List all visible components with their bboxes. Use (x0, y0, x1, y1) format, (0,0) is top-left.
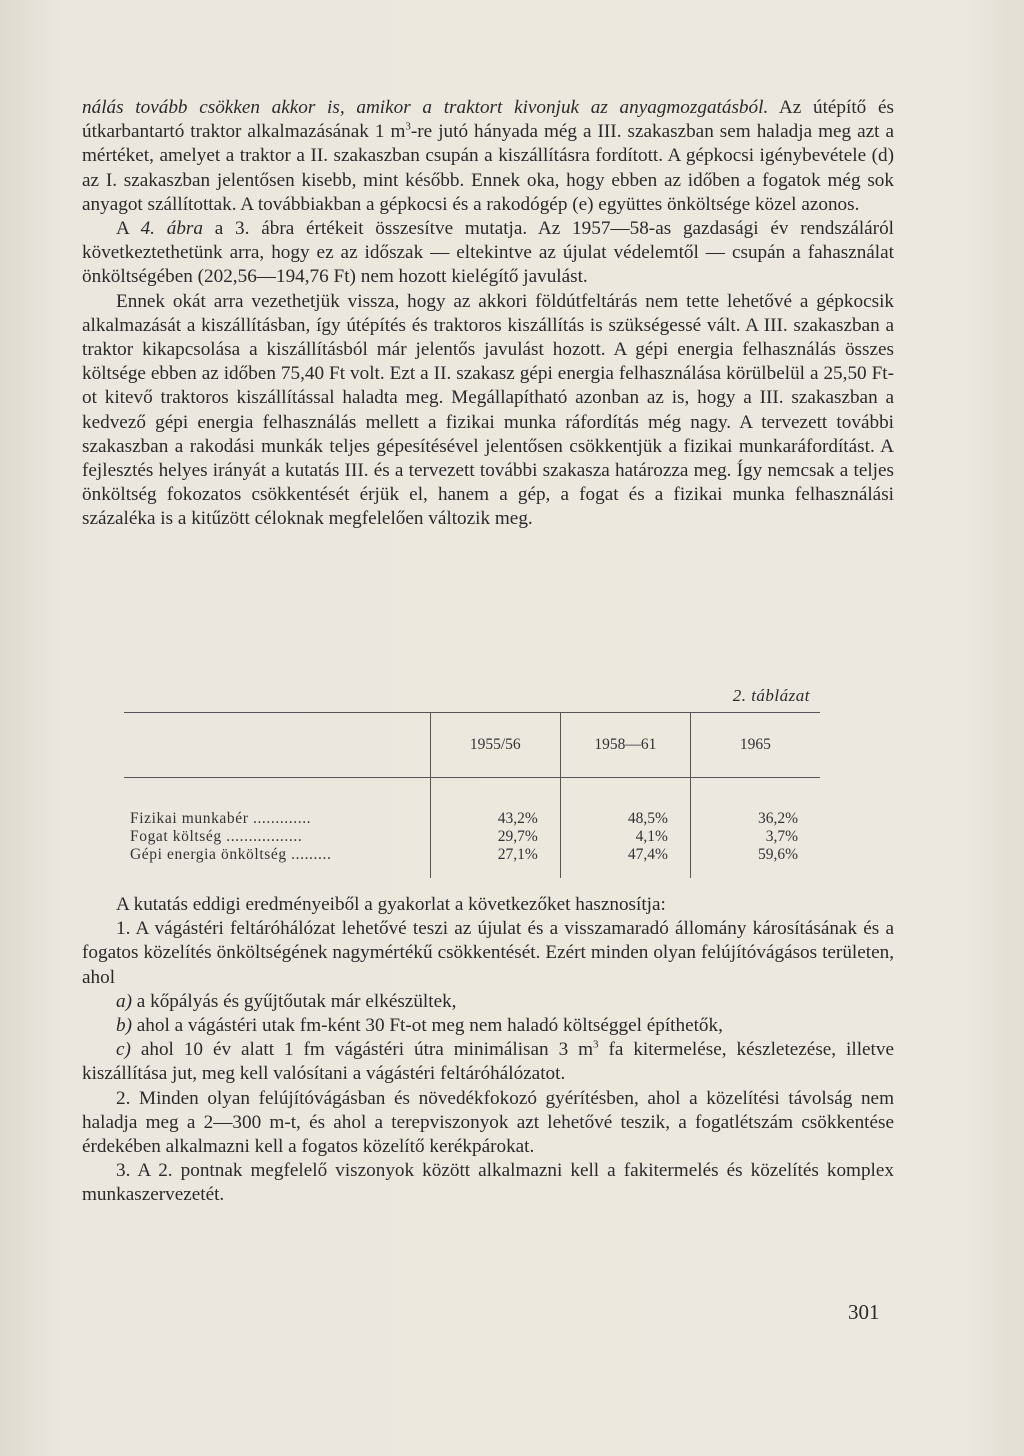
table-row (124, 846, 820, 878)
cell-value: 4,1% (560, 828, 690, 846)
text-block-top (82, 96, 894, 532)
header-empty (124, 713, 430, 778)
row-label: Fogat költség ................. (130, 828, 303, 845)
paragraph-2: A 4. ábra a 3. ábra értékeit összesítve mutatja. Az 1957—58-as gazdasági év rendszáláról következtethetünk arra, hogy ez az időszak — eltekintve az újulat védelemtől — csupán a fahasználat önköltségében (202,56—194,76 Ft) nem hozott kielégítő javulást. (82, 218, 894, 288)
cell-value: 43,2% (430, 778, 560, 829)
paragraph-3: Ennek okát arra vezethetjük vissza, hogy az akkori földútfeltárás nem tette lehetővé a gépkocsik alkalmazását a kiszállításban, így útépítés és traktoros kiszállítás is szükségessé vált. A III. szakaszban a traktor kikapcsolása a kiszállításból már jelentős javulást hozott. A gépi energia felhasználás összes költsége ebben az időben 75,40 Ft volt. Ezt a II. szakasz gépi energia felhasználása körülbelül a 25,50 Ft-ot kitevő traktoros kiszállítással haladta meg. Megállapítható azonban az is, hogy a III. szakaszban a kedvező gépi energia felhasználás mellett a fizikai munka ráfordítás még nagy. A tervezett további szakaszban a rakodási munkák teljes gépesítésével jelentősen csökkentjük a fizikai munkaráfordítást. A fejlesztés helyes irányát a kutatás III. és a tervezett további szakasza határozza meg. Így nemcsak a teljes önköltség fokozatos csökkentését érjük el, hanem a gép, a fogat és a fizikai munka felhasználási százaléka is a kitűzött céloknak megfelelően változik meg. (82, 290, 894, 530)
sub-item-a: a) a kőpályás és gyűjtőutak már elkészültek, (116, 990, 457, 1012)
sub-item-c: c) ahol 10 év alatt 1 fm vágástéri útra minimálisan 3 $m^3$ fa kitermelése, készletezése, illetve kiszállítása jut, meg kell valósítani a vágástéri feltáróhálózatot. (82, 1038, 894, 1085)
page-number: 301 (848, 1300, 880, 1324)
row-label: Gépi energia önköltség ......... (130, 846, 332, 863)
header-1955-56: 1955/56 (430, 713, 560, 778)
table-row (124, 778, 820, 829)
list-item-1: 1. A vágástéri feltáróhálózat lehetővé teszi az újulat és a visszamaradó állomány károsításának és a fogatos közelítés önköltségének nagymértékű csökkentését. Ezért minden olyan felújítóvágásos területen, ahol (82, 918, 894, 988)
list-item-3: 3. A 2. pontnak megfelelő viszonyok között alkalmazni kell a fakitermelés és közelítés komplex munkaszervezetét. (82, 1160, 894, 1206)
list-item-2: 2. Minden olyan felújítóvágásban és növedékfokozó gyérítésben, ahol a közelítési távolság nem haladja meg a 2—300 m-t, és ahol a terepviszonyok azt lehetővé teszik, a fogatlétszám csökkentése érdekében alkalmazni kell a fogatos közelítő kerékpárokat. (82, 1087, 894, 1158)
sub-item-b: b) ahol a vágástéri utak fm-ként 30 Ft-ot meg nem haladó költséggel építhetők, (116, 1015, 723, 1037)
header-1958-61: 1958—61 (560, 713, 690, 778)
cell-value: 27,1% (430, 846, 560, 878)
cell-value: 3,7% (690, 828, 820, 846)
row-label: Fizikai munkabér ............. (130, 810, 312, 827)
text-block-bottom (82, 893, 894, 1208)
header-1965: 1965 (690, 713, 820, 778)
intro-paragraph: A kutatás eddigi eredményeiből a gyakorlat a következőket hasznosítja: (116, 894, 666, 915)
cell-value: 36,2% (690, 778, 820, 829)
cell-value: 47,4% (560, 846, 690, 878)
cell-value: 59,6% (690, 846, 820, 878)
cell-value: 29,7% (430, 828, 560, 846)
cell-value: 48,5% (560, 778, 690, 829)
table-row (124, 828, 820, 846)
table-caption: 2. táblázat (732, 686, 810, 705)
data-table (124, 712, 820, 878)
paragraph-1: nálás tovább csökken akkor is, amikor a traktort kivonjuk az anyagmozgatásból. Az útépítő és útkarbantartó traktor alkalmazásának 1 $m^3-re$ jutó hányada még a III. szakaszban sem haladja meg azt a mértéket, amelyet a traktor a II. szakaszban csupán a kiszállításra fordított. A gépkocsi igénybevétele (d) az I. szakaszban jelentősen kisebb, mint később. Ennek oka, hogy ebben az időben a fogatok még sok anyagot szállítottak. A továbbiakban a gépkocsi és a rakodógép (e) együttes önköltsége közel azonos. (82, 97, 894, 215)
table-header-row (124, 713, 820, 778)
